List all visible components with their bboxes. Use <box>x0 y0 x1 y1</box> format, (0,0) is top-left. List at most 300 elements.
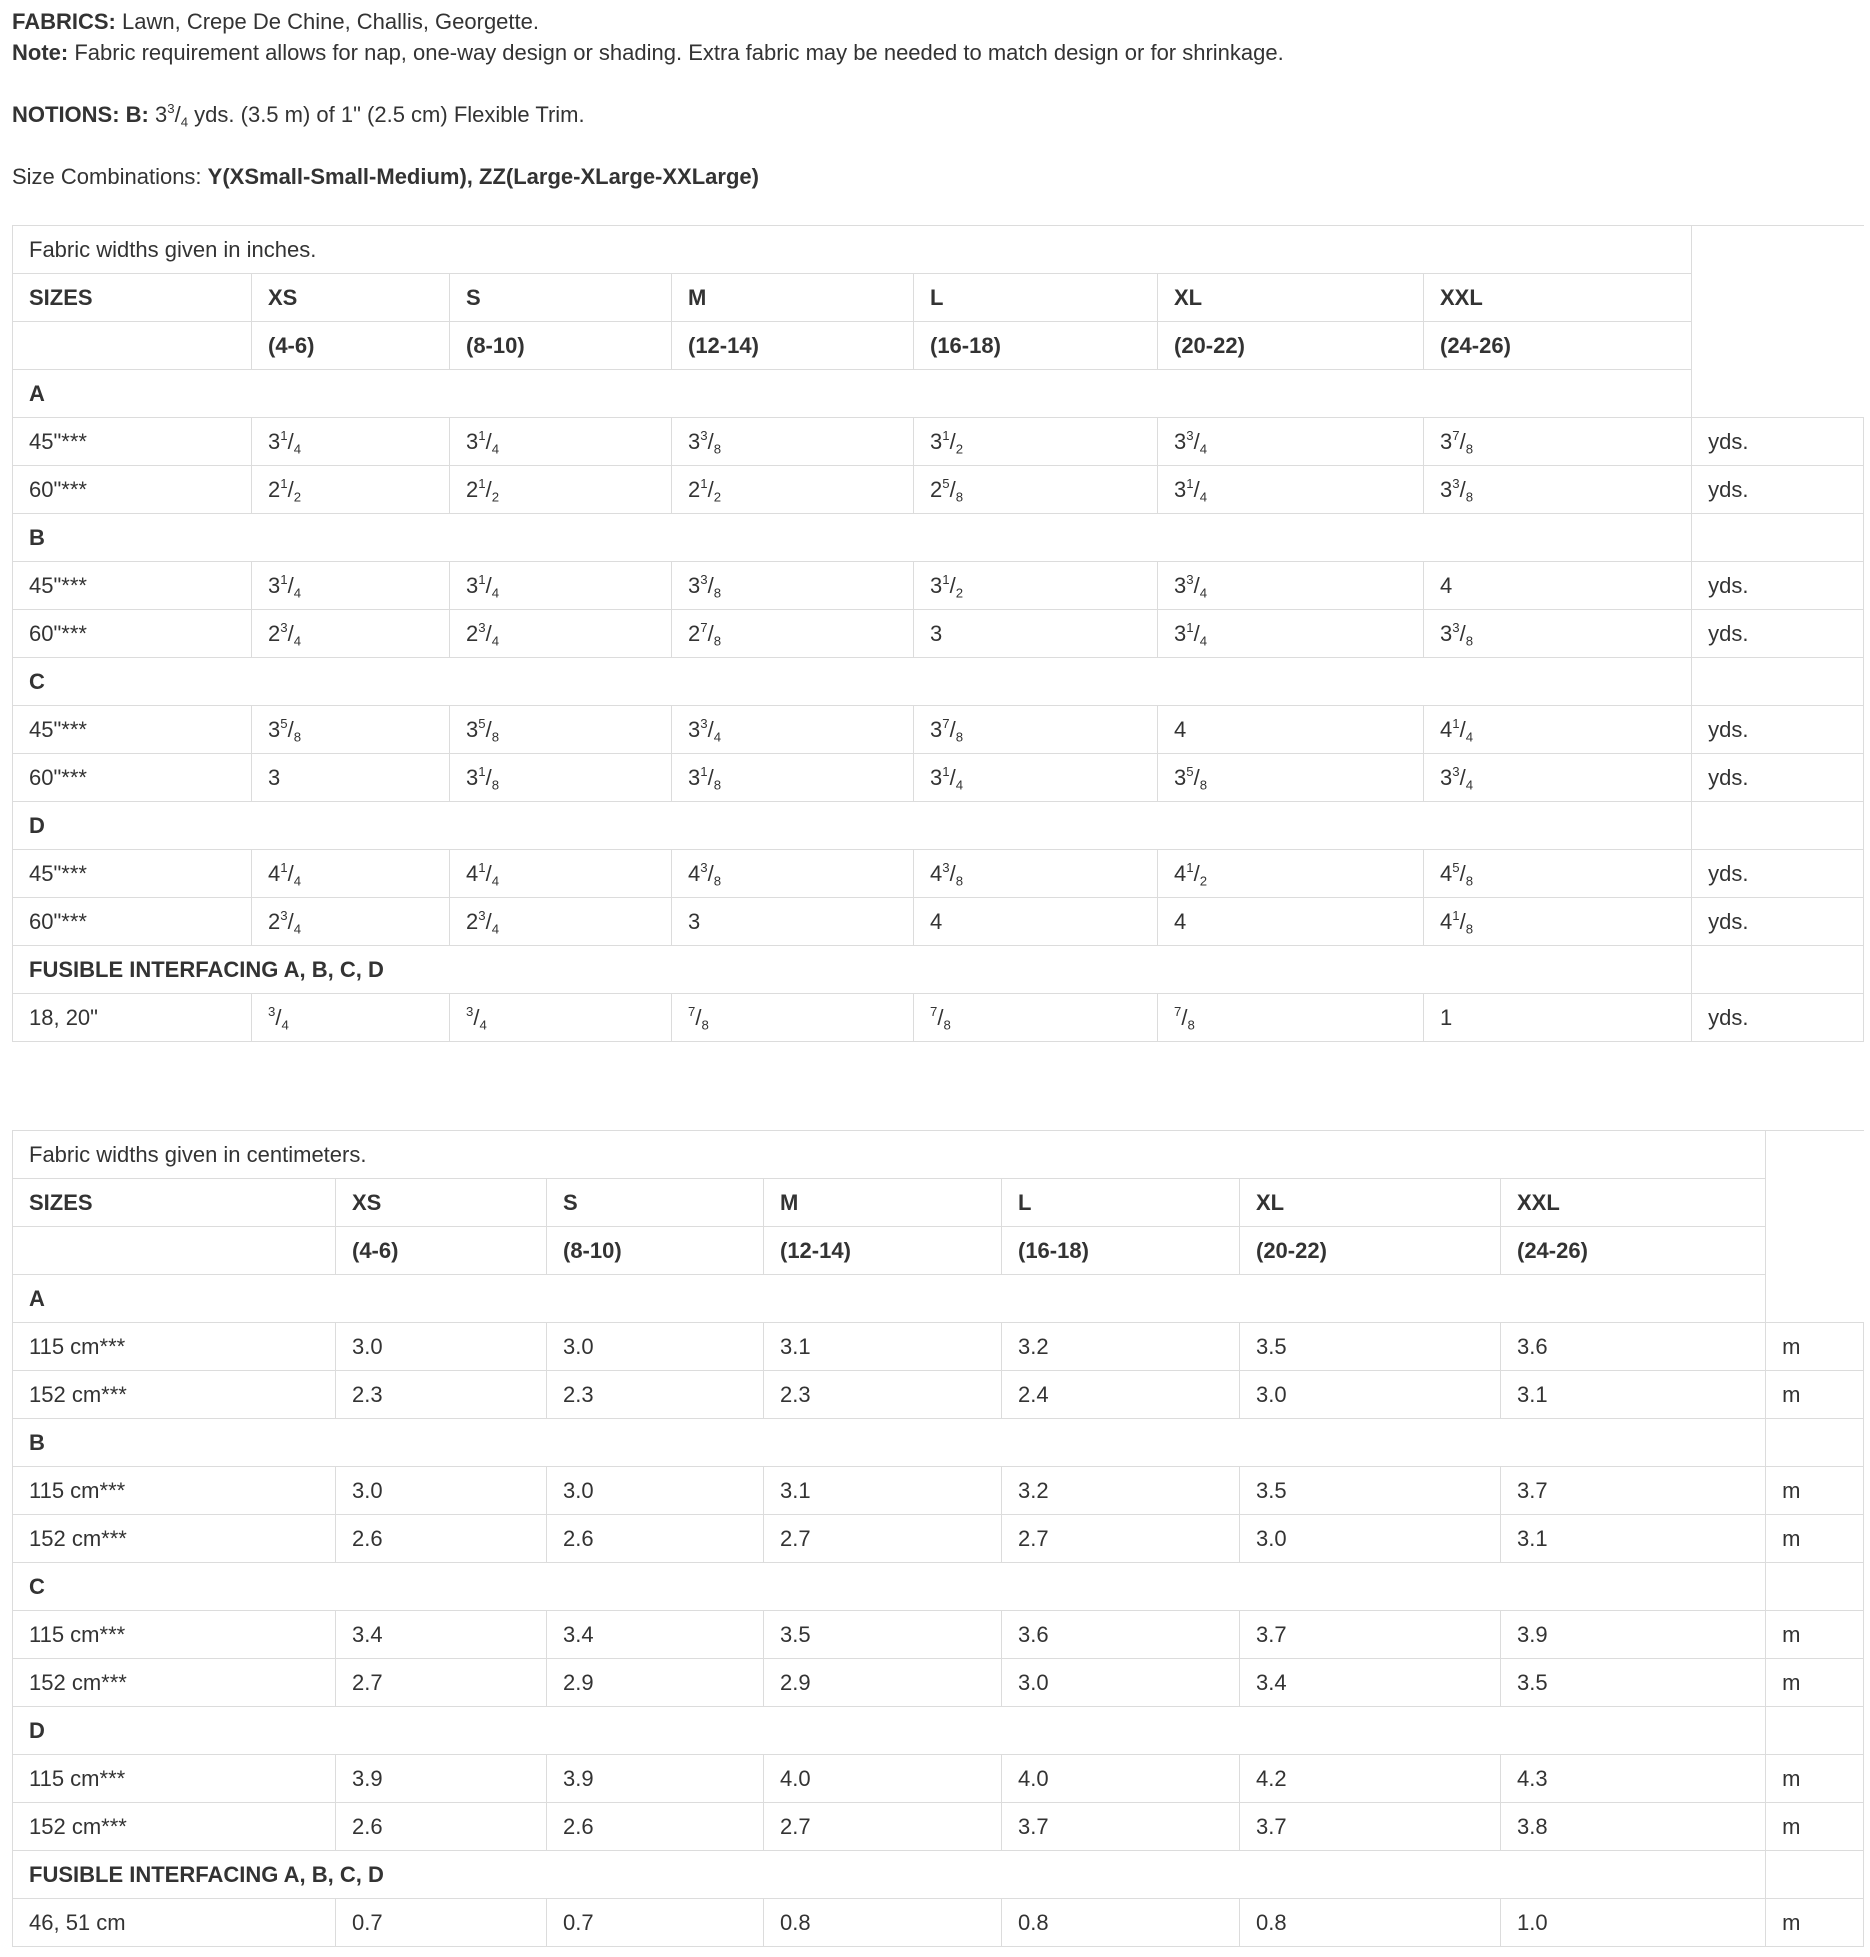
value-fraction: $3^3/_8$ <box>688 571 722 601</box>
yardage-value <box>672 994 914 1042</box>
value-numerator: 7 <box>930 1003 938 1019</box>
value-fraction: $4^1/_4$ <box>1440 715 1474 745</box>
fabric-width: 152 cm*** <box>13 1659 336 1707</box>
yardage-value <box>764 1467 1002 1515</box>
yardage-value <box>1002 1323 1240 1371</box>
table-row <box>13 1467 1864 1515</box>
yardage-value <box>1424 706 1692 754</box>
value-whole: 3 <box>930 572 943 598</box>
yardage-value <box>1158 754 1424 802</box>
value-whole: 4 <box>1174 908 1187 934</box>
value-fraction: $3^1/_8$ <box>466 763 500 793</box>
yardage-value <box>1002 1899 1240 1947</box>
value-denominator: 8 <box>943 1017 951 1033</box>
value-fraction: $3^3/_4$ <box>1174 571 1208 601</box>
value-numerator: 1 <box>478 427 486 443</box>
value-whole: 2 <box>688 476 701 502</box>
size-range: (8-10) <box>450 322 672 370</box>
yardage-value <box>336 1323 547 1371</box>
unit-label: m <box>1766 1515 1864 1563</box>
yardage-value <box>1240 1323 1501 1371</box>
value-whole: 3.5 <box>1517 1669 1548 1695</box>
value-fraction: $3^3/_4$ <box>1174 427 1208 457</box>
value-whole: 3.0 <box>563 1477 594 1503</box>
value-numerator: 5 <box>478 715 486 731</box>
size-range: (16-18) <box>1002 1227 1240 1275</box>
size-header-l: L <box>914 274 1158 322</box>
yardage-value <box>914 466 1158 514</box>
value-fraction: $3^1/_2$ <box>930 571 964 601</box>
value-whole: 2.7 <box>780 1525 811 1551</box>
fabric-width: 152 cm*** <box>13 1803 336 1851</box>
yardage-value <box>1240 1515 1501 1563</box>
value-denominator: 8 <box>1187 1017 1195 1033</box>
unit-label: yds. <box>1692 706 1864 754</box>
value-fraction: $2^1/_2$ <box>466 475 500 505</box>
yardage-value <box>1501 1659 1766 1707</box>
value-denominator: 4 <box>1199 585 1208 601</box>
value-whole: 3.0 <box>352 1333 383 1359</box>
value-numerator: 3 <box>1452 475 1460 491</box>
value-fraction: $3^7/_8$ <box>930 715 964 745</box>
size-ranges-blank <box>13 322 252 370</box>
size-ranges-row <box>13 1227 1864 1275</box>
yardage-value <box>450 562 672 610</box>
value-fraction: $4^3/_8$ <box>688 859 722 889</box>
value-whole: 3 <box>688 572 701 598</box>
value-denominator: 2 <box>955 585 964 601</box>
table-caption: Fabric widths given in inches. <box>13 226 1692 274</box>
group-header-row <box>13 946 1864 994</box>
yardage-value <box>1158 562 1424 610</box>
value-whole: 3.6 <box>1517 1333 1548 1359</box>
value-numerator: 7 <box>1452 427 1460 443</box>
yardage-value <box>336 1803 547 1851</box>
value-whole: 2.4 <box>1018 1381 1049 1407</box>
value-numerator: 1 <box>478 763 486 779</box>
value-numerator: 3 <box>700 571 708 587</box>
group-label: D <box>13 1707 1766 1755</box>
yardage-value <box>1158 610 1424 658</box>
notions-label: NOTIONS: B: <box>12 102 149 127</box>
yardage-value <box>764 1371 1002 1419</box>
unit-label: m <box>1766 1611 1864 1659</box>
group-header-row <box>13 802 1864 850</box>
value-whole: 4 <box>930 860 943 886</box>
yardage-value <box>1240 1899 1501 1947</box>
yardage-value <box>914 898 1158 946</box>
yardage-value <box>450 706 672 754</box>
yardage-value <box>1424 610 1692 658</box>
fabric-width: 115 cm*** <box>13 1611 336 1659</box>
yardage-value <box>1002 1467 1240 1515</box>
table-row <box>13 994 1864 1042</box>
notions-text: yds. (3.5 m) of 1" (2.5 cm) Flexible Trim. <box>188 102 585 127</box>
yardage-value <box>252 994 450 1042</box>
table-row <box>13 1755 1864 1803</box>
value-numerator: 1 <box>280 859 288 875</box>
value-denominator: 4 <box>293 873 302 889</box>
value-whole: 3 <box>930 428 943 454</box>
yardage-value <box>1424 562 1692 610</box>
yardage-value <box>764 1515 1002 1563</box>
yardage-value <box>252 466 450 514</box>
value-fraction: $2^7/_8$ <box>688 619 722 649</box>
fabric-width: 45"*** <box>13 850 252 898</box>
unit-label: m <box>1766 1371 1864 1419</box>
value-fraction: $2^1/_2$ <box>268 475 302 505</box>
value-denominator: 8 <box>1465 873 1474 889</box>
value-fraction: $^3/_4$ <box>268 1003 289 1033</box>
group-label: B <box>13 1419 1766 1467</box>
yardage-value <box>450 418 672 466</box>
value-whole: 3.2 <box>1018 1333 1049 1359</box>
fabric-width: 152 cm*** <box>13 1515 336 1563</box>
size-header-xl: XL <box>1240 1179 1501 1227</box>
value-whole: 3.0 <box>1256 1381 1287 1407</box>
table-row <box>13 1371 1864 1419</box>
value-numerator: 1 <box>478 475 486 491</box>
value-fraction: $3^5/_8$ <box>268 715 302 745</box>
unit-column-header <box>1692 226 1864 418</box>
yardage-value <box>1002 1755 1240 1803</box>
value-whole: 4.0 <box>780 1765 811 1791</box>
group-header-row <box>13 1419 1864 1467</box>
yardage-value <box>252 706 450 754</box>
size-combinations-line <box>12 161 1852 192</box>
size-range: (20-22) <box>1158 322 1424 370</box>
yardage-value <box>336 1899 547 1947</box>
value-whole: 4 <box>1440 908 1453 934</box>
yardage-value <box>764 1755 1002 1803</box>
value-whole: 3 <box>1440 764 1453 790</box>
unit-label: yds. <box>1692 610 1864 658</box>
value-denominator: 4 <box>491 585 500 601</box>
group-label: A <box>13 370 1692 418</box>
value-whole: 3.4 <box>352 1621 383 1647</box>
group-unit-blank <box>1692 514 1864 562</box>
fabrics-text: Lawn, Crepe De Chine, Challis, Georgette. <box>115 9 539 34</box>
value-fraction: $2^1/_2$ <box>688 475 722 505</box>
yardage-value <box>336 1371 547 1419</box>
value-numerator: 1 <box>280 427 288 443</box>
value-numerator: 7 <box>942 715 950 731</box>
fabric-width: 18, 20" <box>13 994 252 1042</box>
value-whole: 3 <box>688 716 701 742</box>
value-numerator: 3 <box>280 619 288 635</box>
yardage-value <box>1002 1803 1240 1851</box>
table-row <box>13 850 1864 898</box>
group-label: B <box>13 514 1692 562</box>
size-range: (4-6) <box>252 322 450 370</box>
size-range: (20-22) <box>1240 1227 1501 1275</box>
value-whole: 3 <box>466 572 479 598</box>
yardage-value <box>252 418 450 466</box>
notions-amount: $3^3/_4$ <box>148 100 189 130</box>
value-whole: 0.8 <box>1018 1909 1049 1935</box>
value-fraction: $^7/_8$ <box>1174 1003 1195 1033</box>
size-header-xl: XL <box>1158 274 1424 322</box>
table-row <box>13 1659 1864 1707</box>
group-unit-blank <box>1692 802 1864 850</box>
value-whole: 2 <box>268 908 281 934</box>
value-whole: 4 <box>1440 860 1453 886</box>
value-fraction: $4^1/_4$ <box>268 859 302 889</box>
yardage-value <box>672 562 914 610</box>
value-whole: 3 <box>688 764 701 790</box>
value-whole: 0.8 <box>780 1909 811 1935</box>
value-denominator: 8 <box>713 873 722 889</box>
value-whole: 3.5 <box>1256 1333 1287 1359</box>
value-fraction: $3^3/_8$ <box>688 427 722 457</box>
value-numerator: 5 <box>280 715 288 731</box>
value-denominator: 8 <box>713 633 722 649</box>
notions-whole: 3 <box>148 102 168 127</box>
size-header-s: S <box>450 274 672 322</box>
value-whole: 3.5 <box>1256 1477 1287 1503</box>
yardage-value <box>1501 1323 1766 1371</box>
yardage-value <box>336 1515 547 1563</box>
yardage-value <box>764 1899 1002 1947</box>
value-whole: 4 <box>1440 572 1453 598</box>
table-row <box>13 1323 1864 1371</box>
value-denominator: 4 <box>479 1017 487 1033</box>
value-whole: 2.3 <box>352 1381 383 1407</box>
value-denominator: 8 <box>713 777 722 793</box>
value-fraction: $3^7/_8$ <box>1440 427 1474 457</box>
value-whole: 4 <box>268 860 281 886</box>
yardage-value <box>336 1755 547 1803</box>
value-numerator: 3 <box>700 715 708 731</box>
fabric-width: 45"*** <box>13 418 252 466</box>
notions-line <box>12 99 1852 130</box>
unit-label: yds. <box>1692 850 1864 898</box>
value-whole: 3 <box>1440 476 1453 502</box>
value-whole: 3.4 <box>563 1621 594 1647</box>
value-whole: 2 <box>268 620 281 646</box>
value-fraction: $4^1/_8$ <box>1440 907 1474 937</box>
yardage-value <box>1002 1659 1240 1707</box>
yardage-value <box>1424 418 1692 466</box>
yardage-value <box>547 1755 764 1803</box>
value-numerator: 1 <box>1186 859 1194 875</box>
value-fraction: $4^1/_4$ <box>466 859 500 889</box>
value-whole: 1 <box>1440 1004 1453 1030</box>
yardage-value <box>1158 418 1424 466</box>
group-label: FUSIBLE INTERFACING A, B, C, D <box>13 1851 1766 1899</box>
sizes-label: SIZES <box>13 1179 336 1227</box>
yardage-value <box>547 1659 764 1707</box>
size-ranges-blank <box>13 1227 336 1275</box>
value-fraction: $3^1/_8$ <box>688 763 722 793</box>
value-denominator: 2 <box>713 489 722 505</box>
yardage-value <box>914 754 1158 802</box>
size-header-xs: XS <box>252 274 450 322</box>
value-whole: 3 <box>466 764 479 790</box>
yardage-value <box>1501 1371 1766 1419</box>
value-whole: 3 <box>1440 428 1453 454</box>
sizes-label: SIZES <box>13 274 252 322</box>
yardage-value <box>336 1611 547 1659</box>
value-numerator: 3 <box>1452 619 1460 635</box>
value-denominator: 4 <box>1199 441 1208 457</box>
value-numerator: 5 <box>942 475 950 491</box>
value-whole: 2 <box>466 908 479 934</box>
value-whole: 3 <box>1174 764 1187 790</box>
value-numerator: 1 <box>942 571 950 587</box>
value-whole: 3 <box>1174 476 1187 502</box>
value-whole: 3.9 <box>352 1765 383 1791</box>
size-combinations-label: Size Combinations: <box>12 164 208 189</box>
value-whole: 2.6 <box>563 1525 594 1551</box>
value-whole: 2 <box>268 476 281 502</box>
value-fraction: $3^1/_4$ <box>466 427 500 457</box>
yardage-value <box>252 754 450 802</box>
yardage-value <box>450 610 672 658</box>
fabric-width: 60"*** <box>13 610 252 658</box>
group-header-row <box>13 1851 1864 1899</box>
value-numerator: 1 <box>280 571 288 587</box>
yardage-value <box>1424 994 1692 1042</box>
yardage-value <box>914 562 1158 610</box>
value-denominator: 8 <box>713 585 722 601</box>
value-whole: 2.6 <box>352 1813 383 1839</box>
group-header-row <box>13 514 1864 562</box>
value-denominator: 2 <box>1199 873 1208 889</box>
value-denominator: 4 <box>491 633 500 649</box>
value-whole: 3 <box>1440 620 1453 646</box>
yardage-value <box>764 1803 1002 1851</box>
value-whole: 3 <box>930 716 943 742</box>
size-header-l: L <box>1002 1179 1240 1227</box>
value-denominator: 8 <box>491 777 500 793</box>
fabrics-line <box>12 6 1852 37</box>
value-fraction: $2^3/_4$ <box>466 619 500 649</box>
yardage-value <box>1424 850 1692 898</box>
value-whole: 4 <box>688 860 701 886</box>
value-denominator: 8 <box>955 873 964 889</box>
value-fraction: $4^5/_8$ <box>1440 859 1474 889</box>
size-combinations-value: Y(XSmall-Small-Medium), ZZ(Large-XLarge-XXLarge) <box>207 164 759 189</box>
value-numerator: 1 <box>1452 715 1460 731</box>
yardage-value <box>914 418 1158 466</box>
value-whole: 2.3 <box>563 1381 594 1407</box>
value-numerator: 3 <box>268 1003 276 1019</box>
group-label: C <box>13 658 1692 706</box>
group-header-row <box>13 370 1864 418</box>
yardage-value <box>914 994 1158 1042</box>
fabrics-label: FABRICS: <box>12 9 116 34</box>
yardage-value <box>672 466 914 514</box>
value-numerator: 1 <box>700 763 708 779</box>
value-numerator: 3 <box>280 907 288 923</box>
value-fraction: $2^3/_4$ <box>268 619 302 649</box>
group-header-row <box>13 658 1864 706</box>
value-whole: 3.5 <box>780 1621 811 1647</box>
value-whole: 2.7 <box>780 1813 811 1839</box>
value-numerator: 1 <box>280 475 288 491</box>
value-denominator: 8 <box>491 729 500 745</box>
unit-label: yds. <box>1692 466 1864 514</box>
table-row <box>13 1803 1864 1851</box>
group-unit-blank <box>1766 1851 1864 1899</box>
value-numerator: 3 <box>478 619 486 635</box>
yardage-value <box>1424 754 1692 802</box>
group-unit-blank <box>1766 1563 1864 1611</box>
size-ranges-row <box>13 322 1864 370</box>
size-range: (12-14) <box>672 322 914 370</box>
value-numerator: 5 <box>1186 763 1194 779</box>
caption-row <box>13 1131 1864 1179</box>
yardage-value <box>547 1323 764 1371</box>
value-whole: 2 <box>466 476 479 502</box>
value-whole: 3 <box>466 716 479 742</box>
unit-column-header <box>1766 1131 1864 1323</box>
value-whole: 3.7 <box>1256 1813 1287 1839</box>
value-whole: 3 <box>268 716 281 742</box>
value-numerator: 7 <box>688 1003 696 1019</box>
value-denominator: 4 <box>1465 777 1474 793</box>
yardage-value <box>336 1467 547 1515</box>
table-row <box>13 898 1864 946</box>
yardage-value <box>1158 466 1424 514</box>
value-fraction: $3^5/_8$ <box>466 715 500 745</box>
value-whole: 2.6 <box>563 1813 594 1839</box>
table-row <box>13 706 1864 754</box>
fabric-width: 60"*** <box>13 754 252 802</box>
value-whole: 3.9 <box>563 1765 594 1791</box>
value-denominator: 8 <box>1465 633 1474 649</box>
value-denominator: 8 <box>701 1017 709 1033</box>
value-fraction: $3^3/_8$ <box>1440 475 1474 505</box>
unit-label: m <box>1766 1467 1864 1515</box>
value-denominator: 4 <box>293 585 302 601</box>
group-unit-blank <box>1692 658 1864 706</box>
value-whole: 3.1 <box>1517 1381 1548 1407</box>
unit-label: yds. <box>1692 562 1864 610</box>
value-whole: 4 <box>1440 716 1453 742</box>
value-whole: 0.7 <box>563 1909 594 1935</box>
value-whole: 3 <box>930 764 943 790</box>
value-whole: 3.0 <box>563 1333 594 1359</box>
value-whole: 3.7 <box>1256 1621 1287 1647</box>
value-whole: 2 <box>466 620 479 646</box>
value-numerator: 1 <box>1186 475 1194 491</box>
value-whole: 4.2 <box>1256 1765 1287 1791</box>
value-whole: 2.7 <box>352 1669 383 1695</box>
value-numerator: 1 <box>1186 619 1194 635</box>
size-header-s: S <box>547 1179 764 1227</box>
unit-label: m <box>1766 1323 1864 1371</box>
fabric-width: 115 cm*** <box>13 1755 336 1803</box>
value-whole: 2.9 <box>780 1669 811 1695</box>
value-whole: 3 <box>466 428 479 454</box>
value-fraction: $^3/_4$ <box>466 1003 487 1033</box>
yardage-value <box>252 850 450 898</box>
value-whole: 3.6 <box>1018 1621 1049 1647</box>
yardage-value <box>1501 1611 1766 1659</box>
yardage-value <box>1002 1371 1240 1419</box>
yardage-value <box>1158 898 1424 946</box>
yardage-value <box>1002 1611 1240 1659</box>
size-range: (12-14) <box>764 1227 1002 1275</box>
value-denominator: 4 <box>491 873 500 889</box>
value-denominator: 8 <box>1199 777 1208 793</box>
yardage-value <box>1240 1803 1501 1851</box>
yardage-value <box>1501 1515 1766 1563</box>
yardage-value <box>1240 1659 1501 1707</box>
caption-row <box>13 226 1864 274</box>
